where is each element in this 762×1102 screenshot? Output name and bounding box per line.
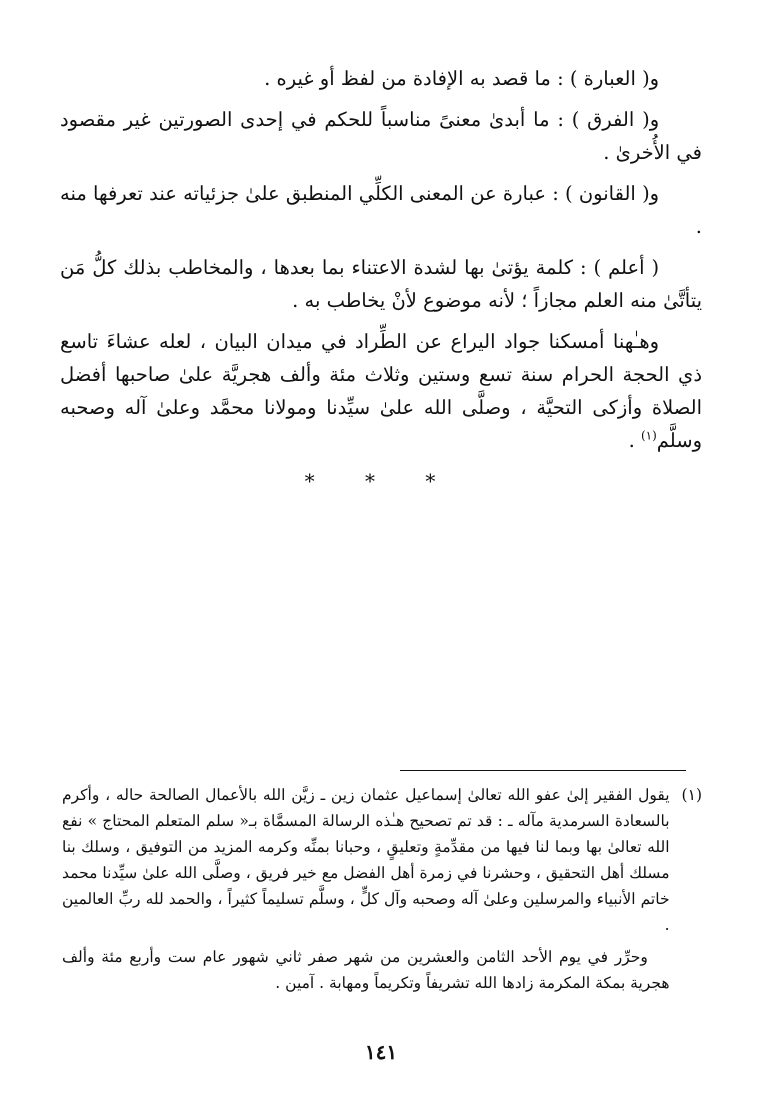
paragraph-farq: و( الفرق ) : ما أبدىٰ معنىً مناسباً للحكم في إحدى الصورتين غير مقصود في الأُخرىٰ . <box>60 108 702 164</box>
footnote-divider <box>400 770 686 771</box>
page-number: ١٤١ <box>364 1040 398 1064</box>
main-text <box>60 62 702 498</box>
footnote-body <box>62 782 670 1002</box>
footnote-marker: (١) <box>681 786 702 804</box>
footnote-reference: (١) <box>640 428 657 443</box>
footnote-item <box>62 782 702 1002</box>
closing-text: وهـٰهنا أمسكنا جواد اليراع عن الطِّراد في ميدان البيان ، لعله عشاءَ تاسع ذي الحجة الحرام سنة تسع وستين وثلاث مئة وألف هجريَّة علىٰ صاحبها أفضل الصلاة وأزكى التحيَّة ، وصلَّى الله علىٰ سيِّدنا ومولانا محمَّد وعلىٰ آله وصحبه وسلَّم <box>60 330 702 452</box>
closing-end: . <box>628 429 641 452</box>
footnote-paragraph: يقول الفقير إلىٰ عفو الله تعالىٰ إسماعيل عثمان زين ـ زيَّن الله بالأعمال الصالحة حاله ، وأكرم بالسعادة السرمدية مآله ـ : قد تم تصحيح هـٰذه الرسالة المسمَّاة بـ« سلم المتعلم المحتاج » نفع الله تعالىٰ بها وبما لنا فيها من مقدِّمةٍ وتعليقٍ ، وحبانا بمنِّه وكرمه المزيد من التوفيق ، وسلك بنا مسلك أهل التحقيق ، وحشرنا في زمرة أهل الفضل مع خير فريق ، وصلَّى الله علىٰ سيِّدنا محمد خاتم الأنبياء والمرسلين وعلىٰ آله وصحبه وآل كلٍّ ، وسلَّم تسليماً كثيراً ، والحمد لله ربِّ العالمين . <box>62 786 670 934</box>
footnote-paragraph-dated: وحرِّر في يوم الأحد الثامن والعشرين من شهر صفر ثاني شهور عام ست وأربع مئة وألف هجرية بمكة المكرمة زادها الله تشريفاً وتكريماً ومهابة . آمين . <box>62 948 670 992</box>
paragraph-qanun: و( القانون ) : عبارة عن المعنى الكلِّي المنطبق علىٰ جزئياته عند تعرفها منه . <box>60 182 702 238</box>
section-separator: * * * <box>304 469 458 493</box>
paragraph-alam: ( أعلم ) : كلمة يؤتىٰ بها لشدة الاعتناء بما بعدها ، والمخاطب بذلك كلُّ مَن يتأتَّىٰ منه العلم مجازاً ؛ لأنه موضوع لأنْ يخاطب به . <box>60 256 702 312</box>
paragraph-closing <box>60 325 702 457</box>
footnotes <box>62 782 702 1002</box>
paragraph-ibara: و( العبارة ) : ما قصد به الإفادة من لفظ أو غيره . <box>264 67 660 90</box>
